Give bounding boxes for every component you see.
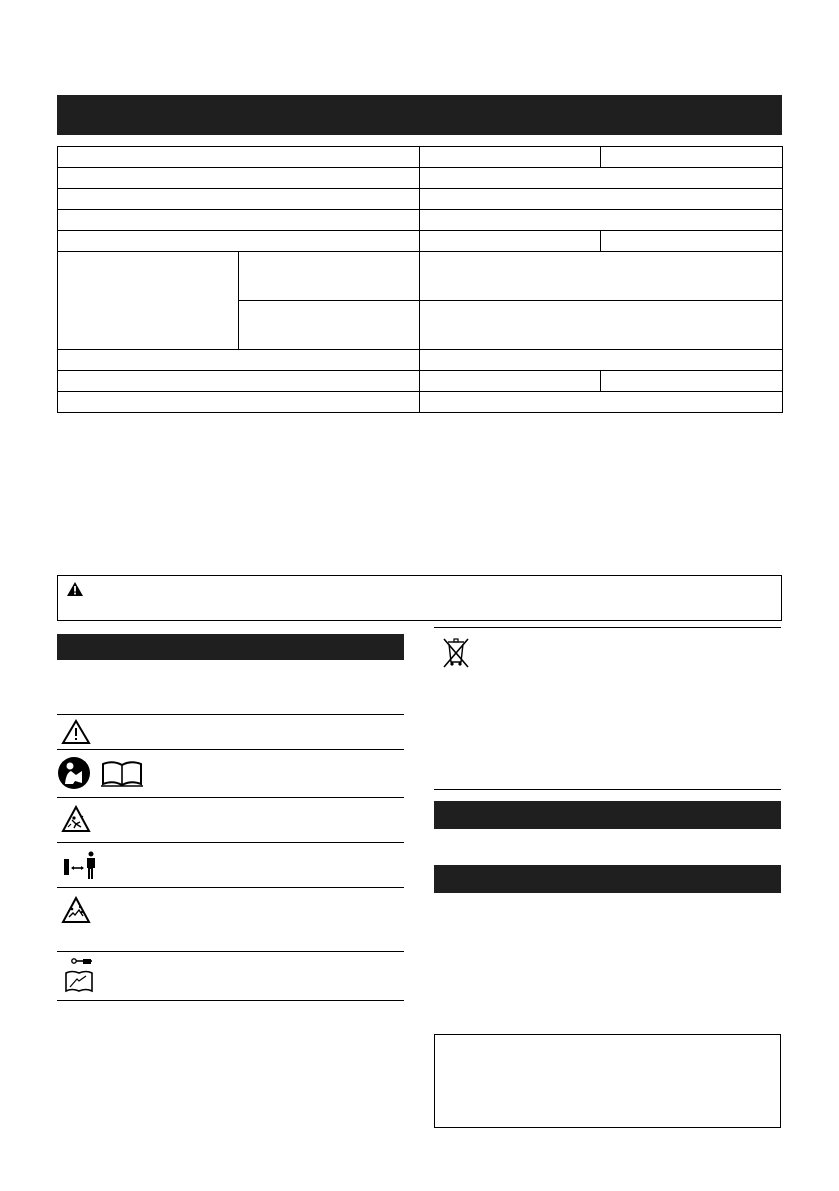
table-row bbox=[58, 252, 783, 301]
caution-triangle-icon bbox=[61, 719, 91, 745]
table-cell bbox=[58, 168, 420, 189]
remove-key-manual-icon bbox=[63, 957, 95, 995]
table-cell bbox=[58, 350, 420, 371]
table-cell bbox=[58, 231, 420, 252]
table-cell bbox=[420, 392, 783, 413]
keep-distance-icon bbox=[63, 850, 103, 880]
divider bbox=[434, 627, 781, 628]
table-cell bbox=[420, 371, 601, 392]
table-row bbox=[58, 189, 783, 210]
symbol-row bbox=[57, 952, 404, 999]
table-cell bbox=[420, 231, 601, 252]
table-row bbox=[58, 210, 783, 231]
table-cell bbox=[420, 189, 783, 210]
section-two-header bbox=[434, 801, 781, 829]
table-cell bbox=[420, 210, 783, 231]
table-cell bbox=[239, 301, 420, 350]
table-cell bbox=[58, 371, 420, 392]
table-cell bbox=[420, 350, 783, 371]
table-cell bbox=[58, 147, 420, 168]
table-cell bbox=[58, 189, 420, 210]
table-row bbox=[58, 168, 783, 189]
symbol-row bbox=[57, 715, 404, 748]
specification-table bbox=[57, 146, 783, 413]
table-cell bbox=[601, 147, 783, 168]
table-cell bbox=[58, 210, 420, 231]
flying-debris-icon bbox=[61, 805, 91, 833]
table-cell bbox=[601, 371, 783, 392]
warning-box bbox=[57, 575, 782, 621]
header-bar bbox=[57, 95, 782, 135]
table-cell bbox=[420, 252, 783, 301]
thrown-objects-icon bbox=[61, 896, 91, 924]
divider bbox=[57, 1000, 404, 1001]
note-box bbox=[434, 1034, 781, 1128]
table-row bbox=[58, 371, 783, 392]
crossed-bin-icon bbox=[441, 636, 471, 670]
table-cell bbox=[239, 252, 420, 301]
table-cell bbox=[58, 252, 239, 350]
read-manual-icon bbox=[57, 756, 147, 790]
table-cell bbox=[420, 301, 783, 350]
symbol-row bbox=[57, 888, 404, 950]
symbol-row bbox=[57, 843, 404, 886]
warning-triangle-icon bbox=[67, 582, 83, 596]
divider bbox=[434, 789, 781, 790]
table-row bbox=[58, 350, 783, 371]
section-three-header bbox=[434, 865, 781, 893]
table-cell bbox=[420, 147, 601, 168]
table-cell bbox=[58, 392, 420, 413]
table-row bbox=[58, 231, 783, 252]
symbol-row bbox=[57, 750, 404, 796]
table-cell bbox=[420, 168, 783, 189]
table-row bbox=[58, 392, 783, 413]
symbols-section-header bbox=[57, 634, 404, 660]
symbol-row bbox=[57, 798, 404, 842]
table-row bbox=[58, 147, 783, 168]
table-cell bbox=[601, 231, 783, 252]
